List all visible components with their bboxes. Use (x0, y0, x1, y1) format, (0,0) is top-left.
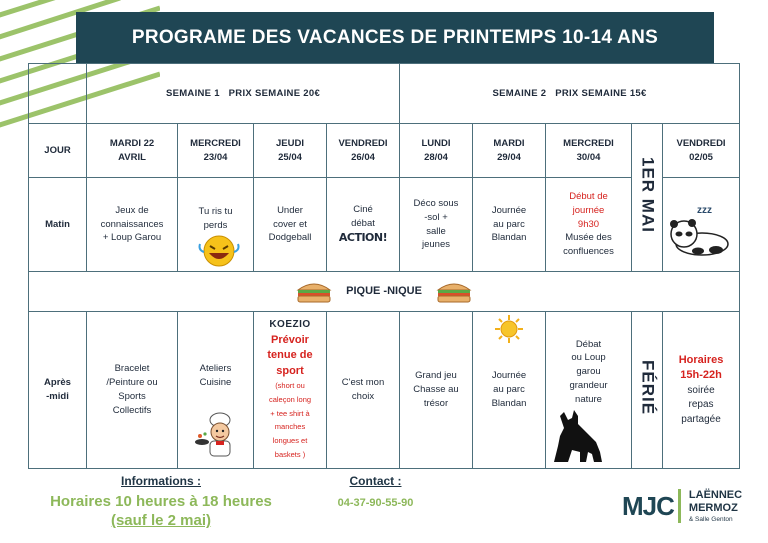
schedule-table (28, 63, 740, 469)
week-1-header: SEMAINE 1 PRIX SEMAINE 20€ (87, 64, 400, 124)
morning-activity-3: Under cover et Dodgeball (254, 178, 327, 272)
day-header-2: MERCREDI 23/04 (178, 124, 254, 178)
afternoon-activity-6: Journée au parc Blandan (473, 312, 546, 469)
contact-title: Contact : (349, 474, 402, 488)
week-2-header: SEMAINE 2 PRIX SEMAINE 15€ (400, 64, 740, 124)
morning-activity-6: Journée au parc Blandan (473, 178, 546, 272)
afternoon-activity-4: C'est mon choix (327, 312, 400, 469)
zzz-label: zzz (697, 205, 712, 216)
sandwich-icon (436, 280, 472, 304)
afternoon-activity-2: Ateliers Cuisine (178, 312, 254, 469)
laughing-emoji-icon (198, 234, 240, 268)
page-title: PROGRAME DES VACANCES DE PRINTEMPS 10-14 ANS (76, 12, 714, 64)
day-header-4: VENDREDI 26/04 (327, 124, 400, 178)
day-header-6: MARDI 29/04 (473, 124, 546, 178)
afternoon-activity-7: Débat ou Loup garou grandeur nature (546, 312, 632, 469)
holiday-ferie: FÉRIÉ (632, 312, 663, 469)
opening-hours-exception: (sauf le 2 mai) (110, 512, 212, 529)
opening-hours: Horaires 10 heures à 18 heures (50, 493, 272, 510)
logo-sub: & Salle Genton (688, 515, 733, 523)
footer-information (36, 474, 286, 529)
logo-name-1: LAËNNEC (688, 489, 743, 502)
row-label-apres-midi: Après -midi (29, 312, 87, 469)
howling-wolf-icon (550, 406, 604, 464)
day-header-3: JEUDI 25/04 (254, 124, 327, 178)
morning-activity-7: Début de journée 9h30 Musée des confluences (546, 178, 632, 272)
day-header-5: LUNDI 28/04 (400, 124, 473, 178)
holiday-1er-mai: 1ER MAI (632, 124, 663, 272)
mjc-logo-mark: MJC (622, 490, 674, 521)
row-label-jour: JOUR (29, 124, 87, 178)
afternoon-activity-8: Horaires 15h-22h soirée repas partagée (663, 312, 740, 469)
morning-rest-day (663, 178, 740, 272)
afternoon-activity-5: Grand jeu Chasse au trésor (400, 312, 473, 469)
mjc-logo (622, 480, 762, 532)
morning-activity-1: Jeux de connaissances + Loup Garou (87, 178, 178, 272)
morning-activity-5: Déco sous -sol + salle jeunes (400, 178, 473, 272)
action-sign: ACTION! (338, 231, 388, 245)
logo-name-2: MERMOZ (688, 501, 738, 514)
sandwich-icon (296, 280, 332, 304)
contact-phone: 04-37-90-55-90 (337, 497, 414, 509)
afternoon-activity-3: KOEZIO Prévoir tenue de sport (short ou caleçon long + tee shirt à manches longues et baskets ) (254, 312, 327, 469)
afternoon-activity-1: Bracelet /Peinture ou Sports Collectifs (87, 312, 178, 469)
picnic-row: PIQUE -NIQUE (29, 272, 740, 312)
sun-icon (494, 314, 524, 344)
morning-activity-2: Tu ris tu perds (178, 178, 254, 272)
footer-contact (318, 474, 433, 509)
day-header-1: MARDI 22 AVRIL (87, 124, 178, 178)
morning-activity-4: Ciné débat ACTION! (327, 178, 400, 272)
row-label-matin: Matin (29, 178, 87, 272)
day-header-8: VENDREDI 02/05 (663, 124, 740, 178)
chef-icon (194, 412, 240, 458)
day-header-7: MERCREDI 30/04 (546, 124, 632, 178)
corner-cell (29, 64, 87, 124)
info-title: Informations : (121, 474, 201, 488)
